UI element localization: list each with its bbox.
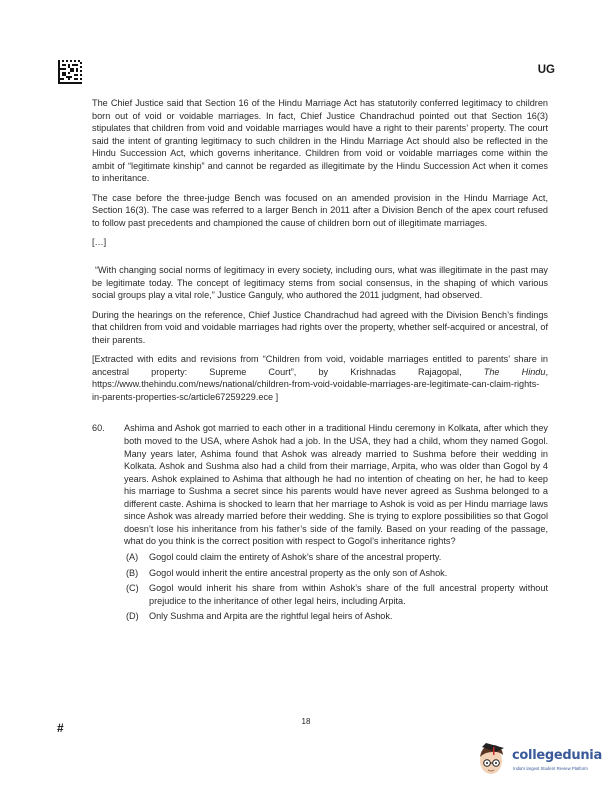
question-text: Ashima and Ashok got married to each other in a traditional Hindu ceremony in Kolkata, after which they both moved to the USA, where Ashok had a job. In the USA, they had a child, whom they named Gogol. Many years later, Ashima found that Ashok was already married to Sushma before their wedding in Kolkata. Ashok and Sushma also had a child from their marriage, Arpita, who was older than Gogol by 4 years. Ashok explained to Ashima that although he had no intention of cheating on her, he had to keep his marriage to Sushma a secret since his parents would have never agreed as Sushma belonged to a different caste. Ashima is shocked to learn that her marriage to Ashok is void as per Hindu marriage laws since Ashok was already married before their wedding. She is trying to explore possibilities so that Gogol doesn’t lose his inheritance from his father’s side of the family. Based on your reading of the passage, what do you think is the correct position with respect to Gogol’s inheritance rights?	[124, 423, 548, 547]
passage-ellipsis: […]	[92, 237, 107, 248]
passage-paragraph: The case before the three-judge Bench was focused on an amended provision in the Hindu Marriage Act, Section 16(3). The case was referred to a larger Bench in 2011 after a Division Bench of the apex court refused to follow past precedents and championed the cause of children born out of illegitimate marriages.	[92, 192, 548, 228]
page-number: 18	[301, 717, 311, 726]
paper-code-tag: UG	[537, 64, 555, 76]
option-text: Gogol could claim the entirety of Ashok’s share of the ancestral property.	[149, 551, 442, 562]
option-text: Gogol would inherit the entire ancestral property as the only son of Ashok.	[149, 567, 448, 578]
passage-quote: “With changing social norms of legitimacy in every society, including ours, what was illegitimate in the past may be legitimate today. The concept of legitimacy stems from social consensus, in the shaping of which various social groups play a vital role,” Justice Ganguly, who authored the 2011 judgment, had observed.	[92, 265, 548, 301]
source-prefix: [Extracted with edits and revisions from “Children from void, voidable marriages entitled to parents’ share in ancestral property: Supreme Court”, by Krishnadas Rajagopal,	[92, 354, 548, 377]
option-label: (A)	[126, 551, 139, 562]
source-publication: The Hindu	[483, 366, 546, 377]
option-text: Only Sushma and Arpita are the rightful legal heirs of Ashok.	[149, 611, 393, 622]
passage-paragraph: During the hearings on the reference, Chief Justice Chandrachud had agreed with the Division Bench’s findings that children from void and voidable marriages had rights over the property, whether self-acquired or ancestral, of their parents.	[92, 309, 548, 345]
reading-passage	[92, 97, 548, 403]
passage-source-citation	[92, 353, 548, 403]
collegedunia-logo	[474, 737, 612, 785]
option-label: (C)	[126, 583, 139, 594]
student-mascot-icon	[478, 739, 508, 779]
option-label: (B)	[126, 567, 139, 578]
source-suffix: , https://www.thehindu.com/news/national/children-from-void-voidable-marriages-are-legitimate-can-claim-rights-in-parents-properties-sc/article67259229.ece ]	[92, 366, 548, 402]
passage-paragraph: The Chief Justice said that Section 16 of the Hindu Marriage Act has statutorily conferred legitimacy to children born out of void or voidable marriages. In fact, Chief Justice Chandrachud pointed out that Section 16(3) stipulates that children from void and voidable marriages would have a right to their parents’ property. The court said the intent of granting legitimacy to such children in the Hindu Marriage Act should also be reflected in the Hindu Succession Act, which governs inheritance. Children from void or voidable marriages come within the ambit of “legitimate kinship” and cannot be regarded as illegitimate by the Hindu Succession Act when it comes to inheritance.	[92, 98, 548, 184]
question-body	[124, 422, 548, 625]
option-text: Gogol would inherit his share from within Ashok’s share of the full ancestral property without prejudice to the inheritance of other legal heirs, including Arpita.	[149, 583, 548, 606]
answer-option-b[interactable]	[124, 567, 548, 580]
page-content	[92, 97, 548, 626]
question-number: 60.	[92, 423, 105, 434]
answer-option-d[interactable]	[124, 610, 548, 623]
answer-options	[124, 551, 548, 623]
brand-tagline: India's largest Student Review Platform	[513, 766, 588, 771]
answer-option-c[interactable]	[124, 582, 548, 607]
datamatrix-barcode-icon	[58, 60, 82, 84]
answer-option-a[interactable]	[124, 551, 548, 564]
footer-hash-mark: #	[57, 721, 64, 735]
question-60	[92, 422, 548, 625]
brand-name: collegedunia	[512, 748, 602, 763]
option-label: (D)	[126, 611, 139, 622]
